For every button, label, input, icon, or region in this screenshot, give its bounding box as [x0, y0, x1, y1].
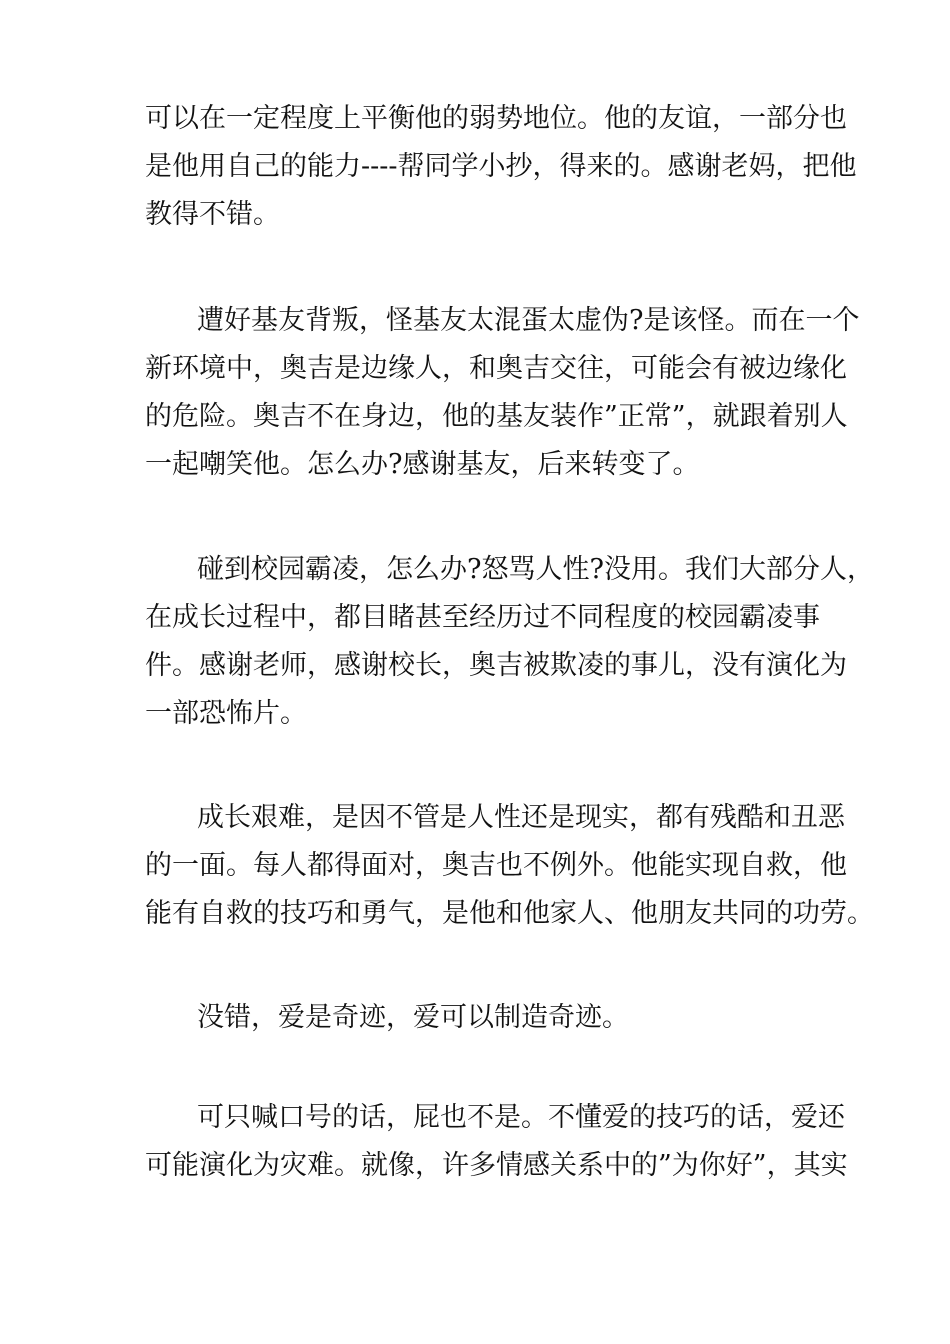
paragraph-line: 是他用自己的能力----帮同学小抄，得来的。感谢老妈，把他 — [145, 151, 857, 182]
paragraph-line: 成长艰难，是因不管是人性还是现实，都有残酷和丑恶 — [197, 802, 845, 833]
paragraph-3 — [145, 546, 874, 738]
paragraph-line: 教得不错。 — [145, 199, 280, 230]
paragraph-line: 可以在一定程度上平衡他的弱势地位。他的友谊，一部分也 — [145, 103, 847, 134]
paragraph-line: 件。感谢老师，感谢校长，奥吉被欺凌的事儿，没有演化为 — [145, 650, 847, 681]
paragraph-4 — [145, 794, 874, 938]
paragraph-line: 可能演化为灾难。就像，许多情感关系中的”为你好”，其实 — [145, 1150, 848, 1181]
paragraph-line: 遭好基友背叛，怪基友太混蛋太虚伪?是该怪。而在一个 — [197, 305, 860, 336]
paragraph-line: 没错，爱是奇迹，爱可以制造奇迹。 — [197, 1002, 629, 1033]
paragraph-line: 可只喊口号的话，屁也不是。不懂爱的技巧的话，爱还 — [197, 1102, 845, 1133]
paragraph-line: 能有自救的技巧和勇气，是他和他家人、他朋友共同的功劳。 — [145, 898, 874, 929]
paragraph-line: 的一面。每人都得面对，奥吉也不例外。他能实现自救，他 — [145, 850, 847, 881]
paragraph-5 — [145, 994, 810, 1042]
paragraph-1 — [145, 95, 857, 239]
paragraph-2 — [145, 297, 860, 489]
paragraph-line: 碰到校园霸凌，怎么办?怒骂人性?没用。我们大部分人， — [197, 554, 874, 585]
paragraph-line: 的危险。奥吉不在身边，他的基友装作”正常”，就跟着别人 — [145, 401, 848, 432]
paragraph-line: 在成长过程中，都目睹甚至经历过不同程度的校园霸凌事 — [145, 602, 820, 633]
paragraph-line: 一部恐怖片。 — [145, 698, 307, 729]
paragraph-line: 新环境中，奥吉是边缘人，和奥吉交往，可能会有被边缘化 — [145, 353, 847, 384]
paragraph-6 — [145, 1094, 848, 1190]
paragraph-line: 一起嘲笑他。怎么办?感谢基友，后来转变了。 — [145, 449, 700, 480]
